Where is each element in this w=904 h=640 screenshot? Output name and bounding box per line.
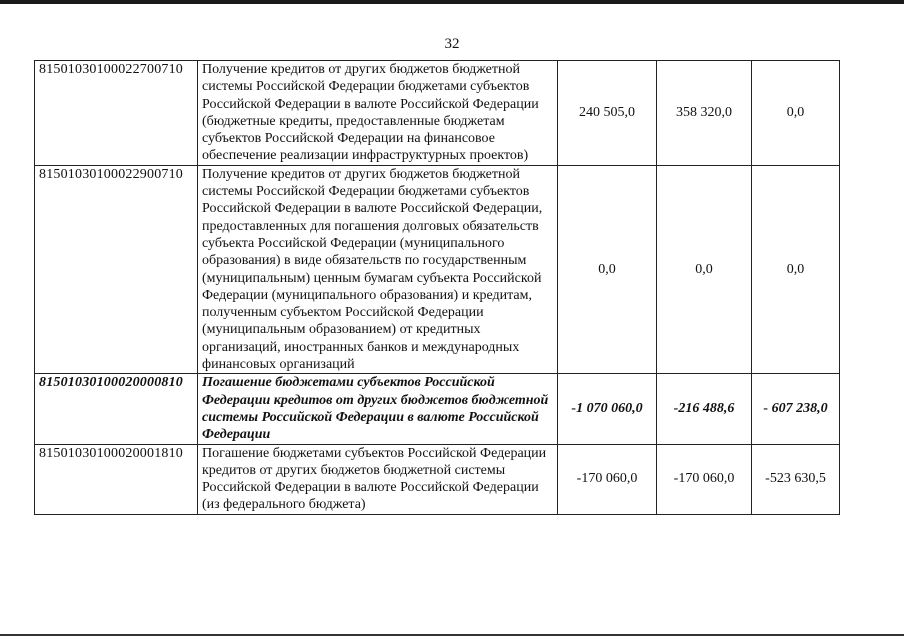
row-code: 81501030100020001810 (35, 444, 198, 514)
row-value-2: 0,0 (657, 165, 752, 374)
row-code: 81501030100022900710 (35, 165, 198, 374)
row-description: Погашение бюджетами субъектов Российской Федерации кредитов от других бюджетов бюджетной системы Российской Федерации в валюте Российской Федерации (198, 374, 558, 444)
row-value-1: -1 070 060,0 (558, 374, 657, 444)
row-value-2: 358 320,0 (657, 61, 752, 166)
page-number: 32 (444, 36, 460, 52)
row-description: Получение кредитов от других бюджетов бюджетной системы Российской Федерации бюджетами субъектов Российской Федерации в валюте Российской Федерации, предоставленных для погашения долговых обязательств субъекта Российской Федерации (муниципального образования) в виде обязательств по государственным (муниципальным) ценным бумагам субъекта Российской Федерации (муниципального образования) и кредитам, полученным субъектом Российской Федерации (муниципальным образованием) от кредитных организаций, иностранных банков и международных финансовых организаций (198, 165, 558, 374)
row-value-3: - 607 238,0 (752, 374, 840, 444)
top-border-line (0, 0, 904, 4)
row-value-1: 0,0 (558, 165, 657, 374)
row-code: 81501030100022700710 (35, 61, 198, 166)
table-row-summary (35, 374, 840, 444)
bottom-border-line (0, 634, 904, 636)
row-value-1: 240 505,0 (558, 61, 657, 166)
row-value-2: -170 060,0 (657, 444, 752, 514)
row-value-1: -170 060,0 (558, 444, 657, 514)
row-value-3: 0,0 (752, 61, 840, 166)
row-description: Погашение бюджетами субъектов Российской Федерации кредитов от других бюджетов бюджетной системы Российской Федерации в валюте Российской Федерации (из федерального бюджета) (198, 444, 558, 514)
table-row (35, 444, 840, 514)
table-row (35, 61, 840, 166)
table-row (35, 165, 840, 374)
row-value-2: -216 488,6 (657, 374, 752, 444)
row-value-3: -523 630,5 (752, 444, 840, 514)
row-description: Получение кредитов от других бюджетов бюджетной системы Российской Федерации бюджетами субъектов Российской Федерации в валюте Российской Федерации (бюджетные кредиты, предоставленные бюджетам субъектов Российской Федерации на финансовое обеспечение реализации инфраструктурных проектов) (198, 61, 558, 166)
budget-table (34, 60, 840, 515)
row-code: 81501030100020000810 (35, 374, 198, 444)
row-value-3: 0,0 (752, 165, 840, 374)
